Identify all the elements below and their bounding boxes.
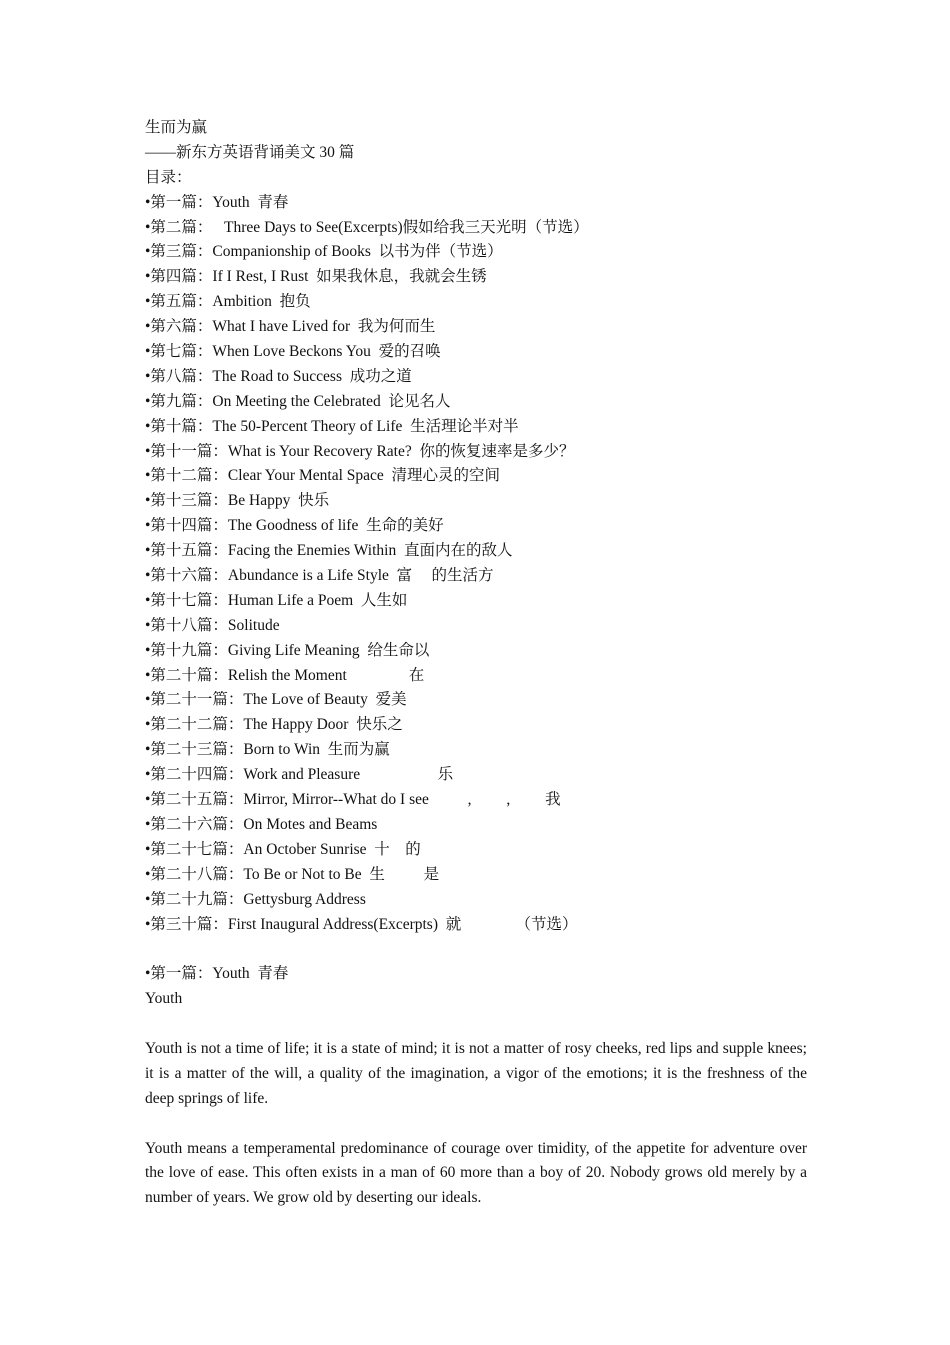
toc-item: •第二十九篇：Gettysburg Address [145,890,366,908]
toc-item: •第二十一篇：The Love of Beauty 爱美 [145,691,407,709]
toc-item: •第二十三篇：Born to Win 生而为赢 [145,741,390,759]
toc-item: •第三十篇：First Inaugural Address(Excerpts) 就 （节选） [145,915,578,933]
toc-item: •第二十八篇：To Be or Not to Be 生 是 [145,865,440,883]
toc-item: •第三篇：Companionship of Books 以书为伴（节选） [145,243,503,261]
toc-item: •第八篇：The Road to Success 成功之道 [145,367,412,385]
toc-item: •第十六篇：Abundance is a Life Style 富 的生活方 [145,567,494,585]
toc-item: •第十一篇：What is Your Recovery Rate? 你的恢复速率是多少？ [145,442,575,460]
toc-item: •第四篇：If I Rest, I Rust 如果我休息，我就会生锈 [145,268,487,286]
toc-item: •第二十七篇：An October Sunrise 十 的 [145,840,421,858]
spacer [145,937,807,962]
toc-item: •第二十四篇：Work and Pleasure 乐 [145,766,454,784]
toc-item: •第一篇：Youth 青春 [145,193,289,211]
toc-item: •第二篇： Three Days to See(Excerpts)假如给我三天光明（节选） [145,218,589,236]
document-page [145,116,807,1211]
toc-item: •第十五篇：Facing the Enemies Within 直面内在的敌人 [145,542,513,560]
toc-item: •第十七篇：Human Life a Poem 人生如 [145,591,408,609]
toc-heading: 目录： [145,168,192,186]
toc-item: •第十四篇：The Goodness of life 生命的美好 [145,517,444,535]
spacer [145,1112,807,1137]
body-paragraph: Youth means a temperamental predominance of courage over timidity, of the appetite for adventure over the love of ease. This often exists in a man of 60 more than a boy of 20. Nobody grows old merely by a number of years. We grow old by deserting our ideals. [145,1139,807,1207]
toc-item: •第二十篇：Relish the Moment 在 [145,666,425,684]
toc-item: •第九篇：On Meeting the Celebrated 论见名人 [145,392,451,410]
section-heading: •第一篇：Youth 青春 [145,965,289,983]
table-of-contents [145,191,807,938]
section-title: Youth [145,990,183,1008]
toc-item: •第十九篇：Giving Life Meaning 给生命以 [145,641,430,659]
toc-item: •第五篇：Ambition 抱负 [145,293,311,311]
toc-item: •第二十六篇：On Motes and Beams [145,815,378,833]
spacer [145,1012,807,1037]
toc-item: •第二十二篇：The Happy Door 快乐之 [145,716,403,734]
body-paragraph: Youth is not a time of life; it is a state of mind; it is not a matter of rosy cheeks, red lips and supple knees; it is a matter of the will, a quality of the imagination, a vigor of the emotions; it is the freshness of the deep springs of life. [145,1039,807,1107]
document-title: 生而为赢 [145,119,208,136]
toc-item: •第六篇：What I have Lived for 我为何而生 [145,318,436,336]
toc-item: •第七篇：When Love Beckons You 爱的召唤 [145,343,441,361]
toc-item: •第十八篇：Solitude [145,616,280,634]
toc-item: •第十二篇：Clear Your Mental Space 清理心灵的空间 [145,467,501,485]
toc-item: •第十篇：The 50-Percent Theory of Life 生活理论半对半 [145,417,519,435]
document-subtitle: ——新东方英语背诵美文 30 篇 [145,143,355,161]
toc-item: •第十三篇：Be Happy 快乐 [145,492,330,510]
toc-item: •第二十五篇：Mirror, Mirror--What do I see , , 我 [145,791,561,809]
